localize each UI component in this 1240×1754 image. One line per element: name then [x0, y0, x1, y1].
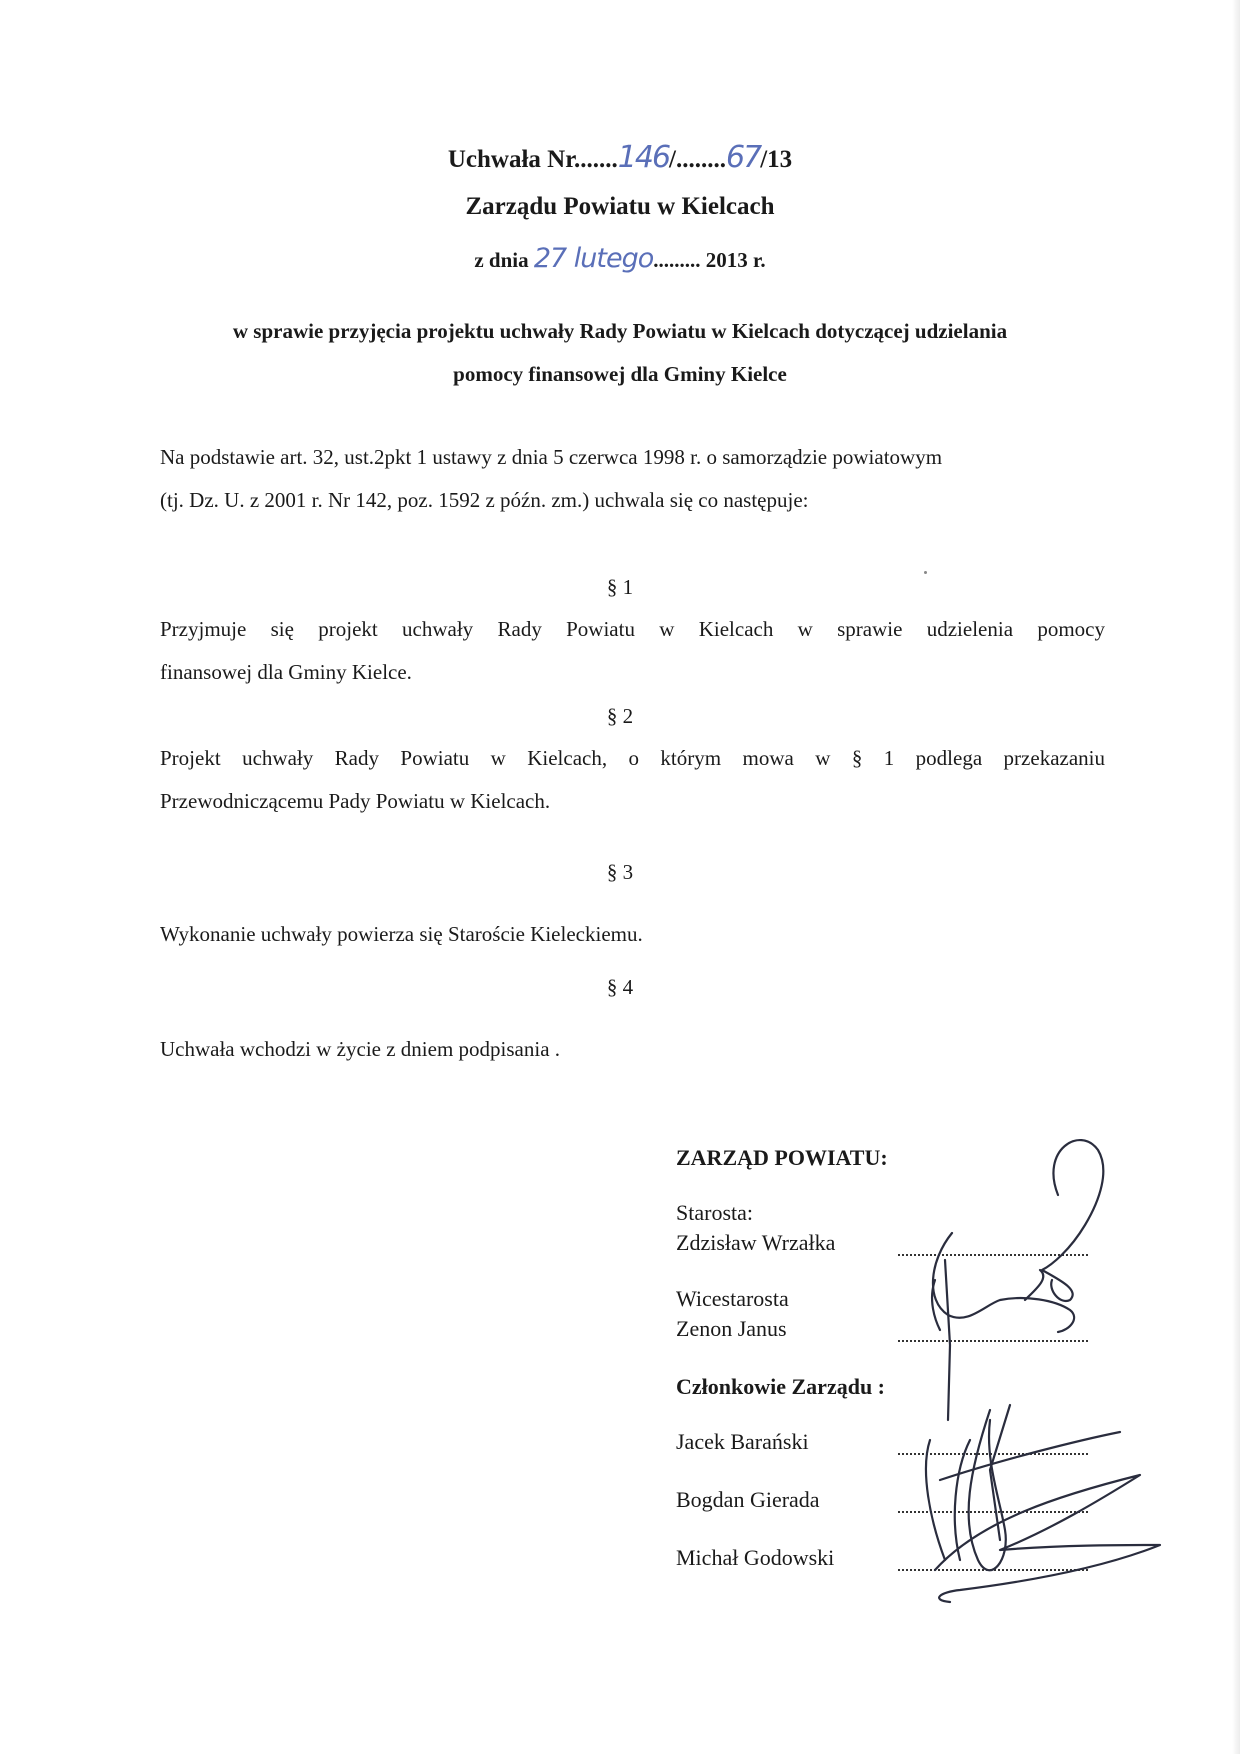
- paragraph-mark-1: § 1: [606, 575, 634, 599]
- date-dots: .........: [653, 248, 701, 272]
- date-suffix: 2013 r.: [705, 248, 766, 272]
- title-prefix: Uchwała Nr: [447, 146, 575, 173]
- starosta-role: Starosta:: [676, 1200, 753, 1225]
- handwritten-number-1: 146: [617, 140, 670, 175]
- preamble-line-1: Na podstawie art. 32, ust.2pkt 1 ustawy z dnia 5 czerwca 1998 r. o samorządzie powiatowym: [160, 445, 943, 469]
- scan-artifact: [924, 571, 927, 574]
- starosta-name: Zdzisław Wrzałka: [676, 1230, 836, 1255]
- paragraph-1-line-1: Przyjmuje się projekt uchwały Rady Powiatu w Kielcach w sprawie udzielenia pomocy: [160, 617, 1105, 641]
- paragraph-1-line-2: finansowej dla Gminy Kielce.: [160, 660, 412, 684]
- member-name-3: Michał Godowski: [676, 1545, 835, 1570]
- paragraph-3-line-1: Wykonanie uchwały powierza się Staroście Kieleckiemu.: [160, 922, 643, 946]
- issuer-heading: Zarządu Powiatu w Kielcach: [465, 193, 775, 220]
- handwritten-number-2: 67: [726, 140, 761, 175]
- starosta-signature: [1042, 1140, 1103, 1301]
- member-name-1: Jacek Barański: [676, 1429, 809, 1454]
- paragraph-mark-3: § 3: [606, 860, 634, 884]
- title-suffix: /13: [760, 146, 793, 173]
- wicestarosta-name: Zenon Janus: [676, 1316, 787, 1341]
- wicestarosta-signature: [933, 1233, 1074, 1332]
- paragraph-2-line-1: Projekt uchwały Rady Powiatu w Kielcach, o którym mowa w § 1 podlega przekazaniu: [160, 746, 1105, 770]
- page-edge-shadow: [1232, 0, 1240, 1754]
- paragraph-mark-2: § 2: [606, 704, 634, 728]
- board-heading: ZARZĄD POWIATU:: [676, 1145, 888, 1170]
- title-dots-1: .......: [574, 146, 618, 173]
- wicestarosta-role: Wicestarosta: [676, 1286, 789, 1311]
- subject-line-1: w sprawie przyjęcia projektu uchwały Rady Powiatu w Kielcach dotyczącej udzielania: [232, 319, 1008, 343]
- title-dots-2: ........: [676, 146, 726, 173]
- paragraph-4-line-1: Uchwała wchodzi w życie z dniem podpisania .: [160, 1037, 561, 1061]
- date-prefix: z dnia: [474, 248, 529, 272]
- subject-line-2: pomocy finansowej dla Gminy Kielce: [453, 362, 787, 386]
- paragraph-mark-4: § 4: [606, 975, 634, 999]
- preamble-line-2: (tj. Dz. U. z 2001 r. Nr 142, poz. 1592 z późn. zm.) uchwala się co następuje:: [160, 488, 809, 512]
- title-slash: /: [669, 146, 676, 173]
- members-heading: Członkowie Zarządu :: [676, 1374, 885, 1399]
- paragraph-2-line-2: Przewodniczącemu Pady Powiatu w Kielcach.: [160, 789, 551, 813]
- member-name-2: Bogdan Gierada: [676, 1487, 820, 1512]
- handwritten-date: 27 lutego: [533, 243, 654, 274]
